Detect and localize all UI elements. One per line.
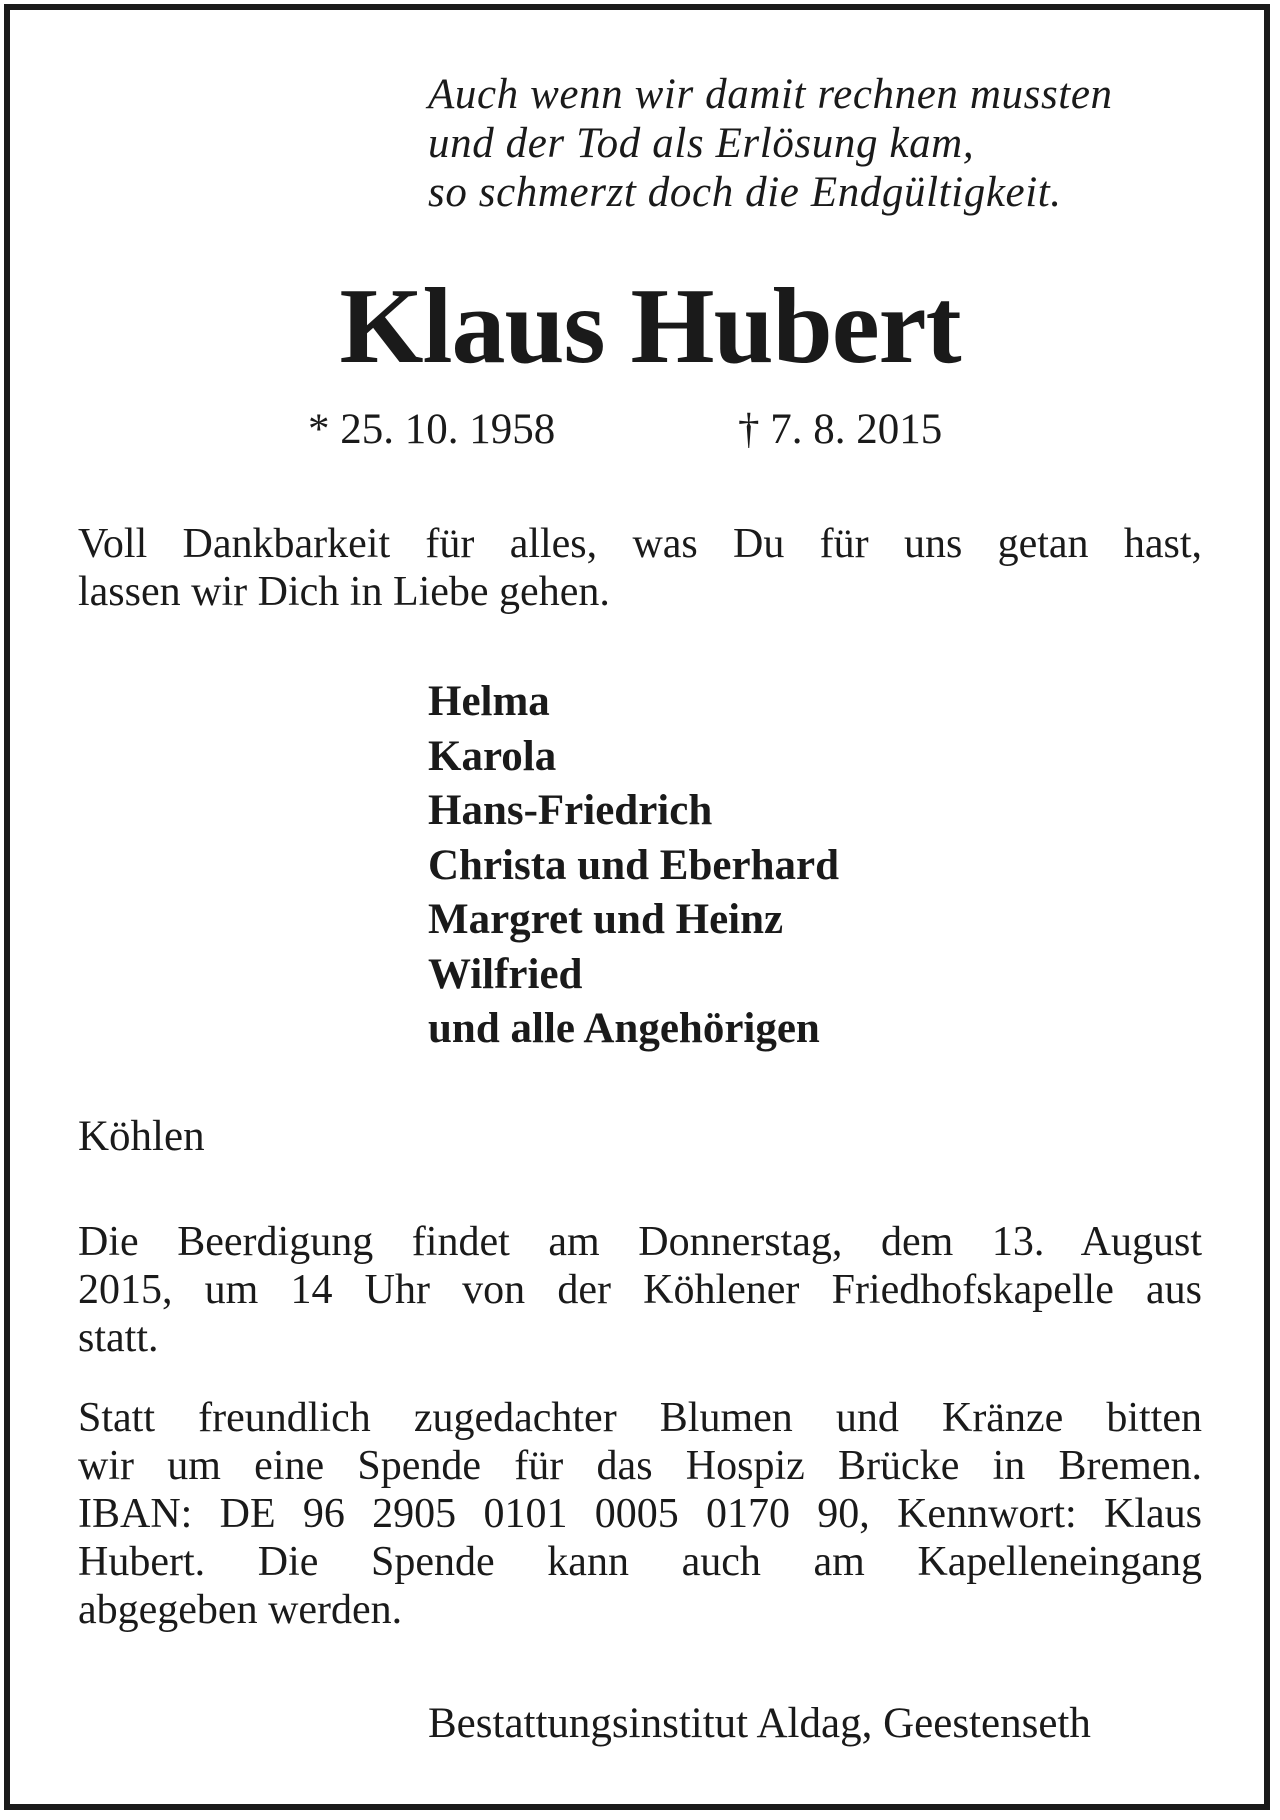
donation-paragraph	[78, 1394, 1202, 1634]
death-date: † 7. 8. 2015	[738, 406, 943, 453]
motto-line: und der Tod als Erlösung kam,	[428, 120, 975, 167]
mourner-name: Christa und Eberhard	[428, 841, 839, 889]
thanks-line: lassen wir Dich in Liebe gehen.	[78, 569, 610, 615]
mourner-name: Karola	[428, 732, 557, 780]
mourners-list	[428, 675, 839, 1057]
funeral-line: 2015, um 14 Uhr von der Köhlener Friedhofskapelle aus	[78, 1267, 1202, 1313]
funeral-line: Die Beerdigung findet am Donnerstag, dem 13. August	[78, 1219, 1202, 1265]
donation-line: abgegeben werden.	[78, 1587, 403, 1633]
donation-line: Statt freundlich zugedachter Blumen und Kränze bitten	[78, 1395, 1202, 1441]
mourner-name: Hans-Friedrich	[428, 787, 713, 834]
deceased-name: Klaus Hubert	[339, 267, 961, 386]
funeral-paragraph	[78, 1218, 1202, 1362]
motto-line: so schmerzt doch die Endgültigkeit.	[428, 169, 1062, 216]
place-name: Köhlen	[78, 1113, 205, 1160]
thanks-paragraph	[78, 520, 1202, 616]
donation-line: Hubert. Die Spende kann auch am Kapelleneingang	[78, 1539, 1202, 1585]
mourner-name: und alle Angehörigen	[428, 1005, 820, 1052]
thanks-line: Voll Dankbarkeit für alles, was Du für uns getan hast,	[78, 521, 1202, 567]
motto-line: Auch wenn wir damit rechnen mussten	[428, 71, 1113, 118]
mourner-name: Margret und Heinz	[428, 896, 784, 943]
donation-line: IBAN: DE 96 2905 0101 0005 0170 90, Kennwort: Klaus	[78, 1491, 1202, 1537]
mourner-name: Helma	[428, 678, 550, 725]
birth-date: * 25. 10. 1958	[308, 406, 556, 453]
motto-quote	[428, 70, 1218, 217]
mourner-name: Wilfried	[428, 950, 583, 998]
undertaker-name: Bestattungsinstitut Aldag, Geestenseth	[428, 1700, 1091, 1747]
funeral-line: statt.	[78, 1315, 159, 1361]
donation-line: wir um eine Spende für das Hospiz Brücke in Bremen.	[78, 1443, 1202, 1489]
